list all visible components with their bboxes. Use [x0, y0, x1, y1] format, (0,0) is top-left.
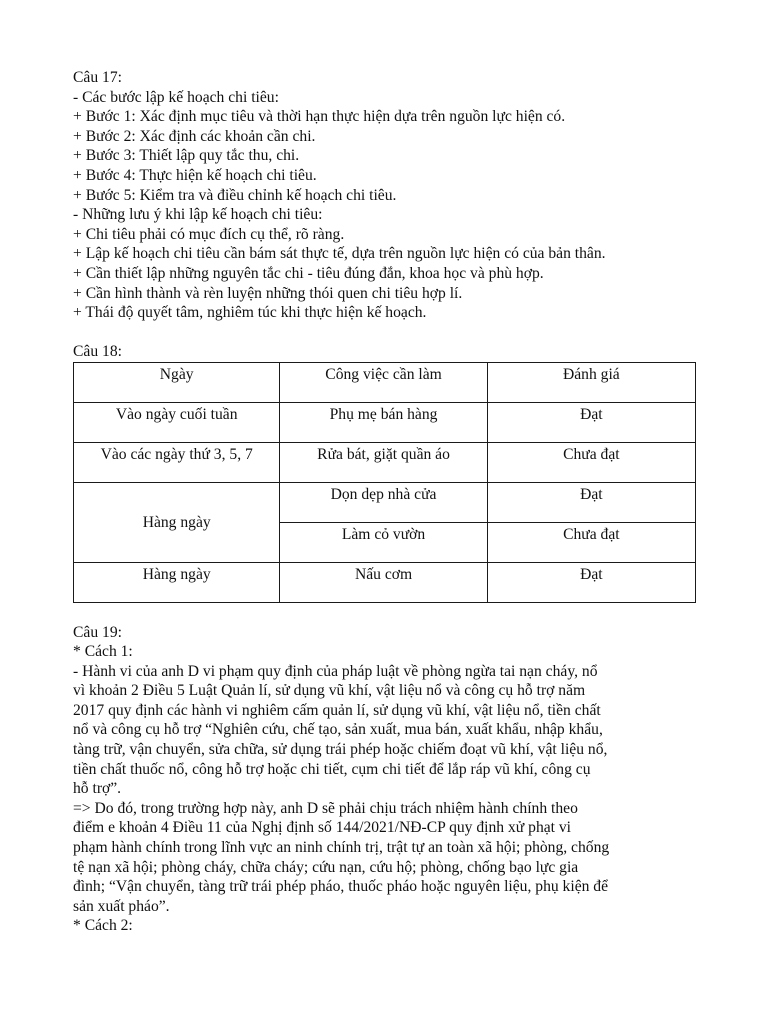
q17-line: - Các bước lập kế hoạch chi tiêu:	[73, 88, 279, 106]
q19-para1-line: tiền chất thuốc nổ, công hỗ trợ hoặc chi tiết, cụm chi tiết để lắp ráp vũ khí, công cụ	[73, 760, 591, 778]
table-row	[74, 402, 696, 442]
q19-para1-line: - Hành vi của anh D vi phạm quy định của pháp luật về phòng ngừa tai nạn cháy, nổ	[73, 662, 598, 680]
cell-task: Dọn dẹp nhà cửa	[280, 482, 487, 522]
q18-heading: Câu 18:	[73, 343, 122, 361]
cell-day: Vào ngày cuối tuần	[74, 402, 280, 442]
q17-heading: Câu 17:	[73, 69, 122, 86]
q17-line: - Những lưu ý khi lập kế hoạch chi tiêu:	[73, 206, 323, 224]
cell-rating: Chưa đạt	[487, 522, 695, 562]
cell-rating: Đạt	[487, 402, 695, 442]
q19-para1-line: hỗ trợ”.	[73, 780, 122, 798]
q19-para1-line: vì khoản 2 Điều 5 Luật Quản lí, sử dụng vũ khí, vật liệu nổ và công cụ hỗ trợ năm	[73, 682, 586, 700]
q17-line: + Cần thiết lập những nguyên tắc chi - tiêu đúng đắn, khoa học và phù hợp.	[73, 264, 544, 282]
q17-line: + Thái độ quyết tâm, nghiêm túc khi thực hiện kế hoạch.	[73, 304, 427, 322]
cell-rating: Đạt	[487, 562, 695, 602]
method-1-label: * Cách 1:	[73, 643, 133, 661]
cell-day: Hàng ngày	[74, 482, 280, 562]
table-header-row	[74, 362, 696, 402]
blank-line	[73, 323, 703, 343]
cell-task: Rửa bát, giặt quần áo	[280, 442, 487, 482]
q17-line: + Chi tiêu phải có mục đích cụ thể, rõ ràng.	[73, 225, 345, 243]
q19-heading: Câu 19:	[73, 623, 122, 641]
q19-para2-line: => Do đó, trong trường hợp này, anh D sẽ phải chịu trách nhiệm hành chính theo	[73, 799, 578, 817]
q19-para1-line: nổ và công cụ hỗ trợ “Nghiên cứu, chế tạo, sản xuất, mua bán, xuất khẩu, nhập khẩu,	[73, 721, 603, 739]
q19-para2-line: đình; “Vận chuyển, tàng trữ trái phép pháo, thuốc pháo hoặc nguyên liệu, phụ kiện để	[73, 878, 609, 896]
method-2-label: * Cách 2:	[73, 917, 133, 935]
q19-para2-line: phạm hành chính trong lĩnh vực an ninh chính trị, trật tự an toàn xã hội; phòng, chống	[73, 839, 610, 857]
document-page	[73, 68, 703, 936]
q17-line: + Bước 3: Thiết lập quy tắc thu, chi.	[73, 147, 300, 165]
cell-task: Phụ mẹ bán hàng	[280, 402, 487, 442]
q17-line: + Lập kế hoạch chi tiêu cần bám sát thực tế, dựa trên nguồn lực hiện có của bản thân.	[73, 245, 606, 263]
header-task: Công việc cần làm	[280, 362, 487, 402]
cell-day: Vào các ngày thứ 3, 5, 7	[74, 442, 280, 482]
task-table	[73, 362, 696, 603]
cell-rating: Đạt	[487, 482, 695, 522]
q19-para1-line: tàng trữ, vận chuyển, sửa chữa, sử dụng trái phép hoặc chiếm đoạt vũ khí, vật liệu nổ,	[73, 741, 608, 759]
cell-task: Làm cỏ vườn	[280, 522, 487, 562]
q19-para2-line: điểm e khoản 4 Điều 11 của Nghị định số 144/2021/NĐ-CP quy định xử phạt vi	[73, 819, 572, 837]
q19-para2-line: tệ nạn xã hội; phòng cháy, chữa cháy; cứu nạn, cứu hộ; phòng, chống bạo lực gia	[73, 858, 579, 876]
cell-rating: Chưa đạt	[487, 442, 695, 482]
q17-line: + Bước 2: Xác định các khoản cần chi.	[73, 127, 316, 145]
blank-line	[73, 603, 703, 623]
table-row	[74, 562, 696, 602]
table-row	[74, 442, 696, 482]
q19-para1-line: 2017 quy định các hành vi nghiêm cấm quản lí, sử dụng vũ khí, vật liệu nổ, tiền chất	[73, 701, 601, 719]
q19-para2-line: sản xuất pháo”.	[73, 897, 170, 915]
cell-day: Hàng ngày	[74, 562, 280, 602]
q17-line: + Bước 4: Thực hiện kế hoạch chi tiêu.	[73, 166, 317, 184]
header-day: Ngày	[74, 362, 280, 402]
q17-line: + Cần hình thành và rèn luyện những thói quen chi tiêu hợp lí.	[73, 284, 463, 302]
table-row	[74, 482, 696, 522]
header-rating: Đánh giá	[487, 362, 695, 402]
q17-line: + Bước 5: Kiểm tra và điều chỉnh kế hoạch chi tiêu.	[73, 186, 397, 204]
cell-task: Nấu cơm	[280, 562, 487, 602]
q17-line: + Bước 1: Xác định mục tiêu và thời hạn thực hiện dựa trên nguồn lực hiện có.	[73, 108, 566, 126]
